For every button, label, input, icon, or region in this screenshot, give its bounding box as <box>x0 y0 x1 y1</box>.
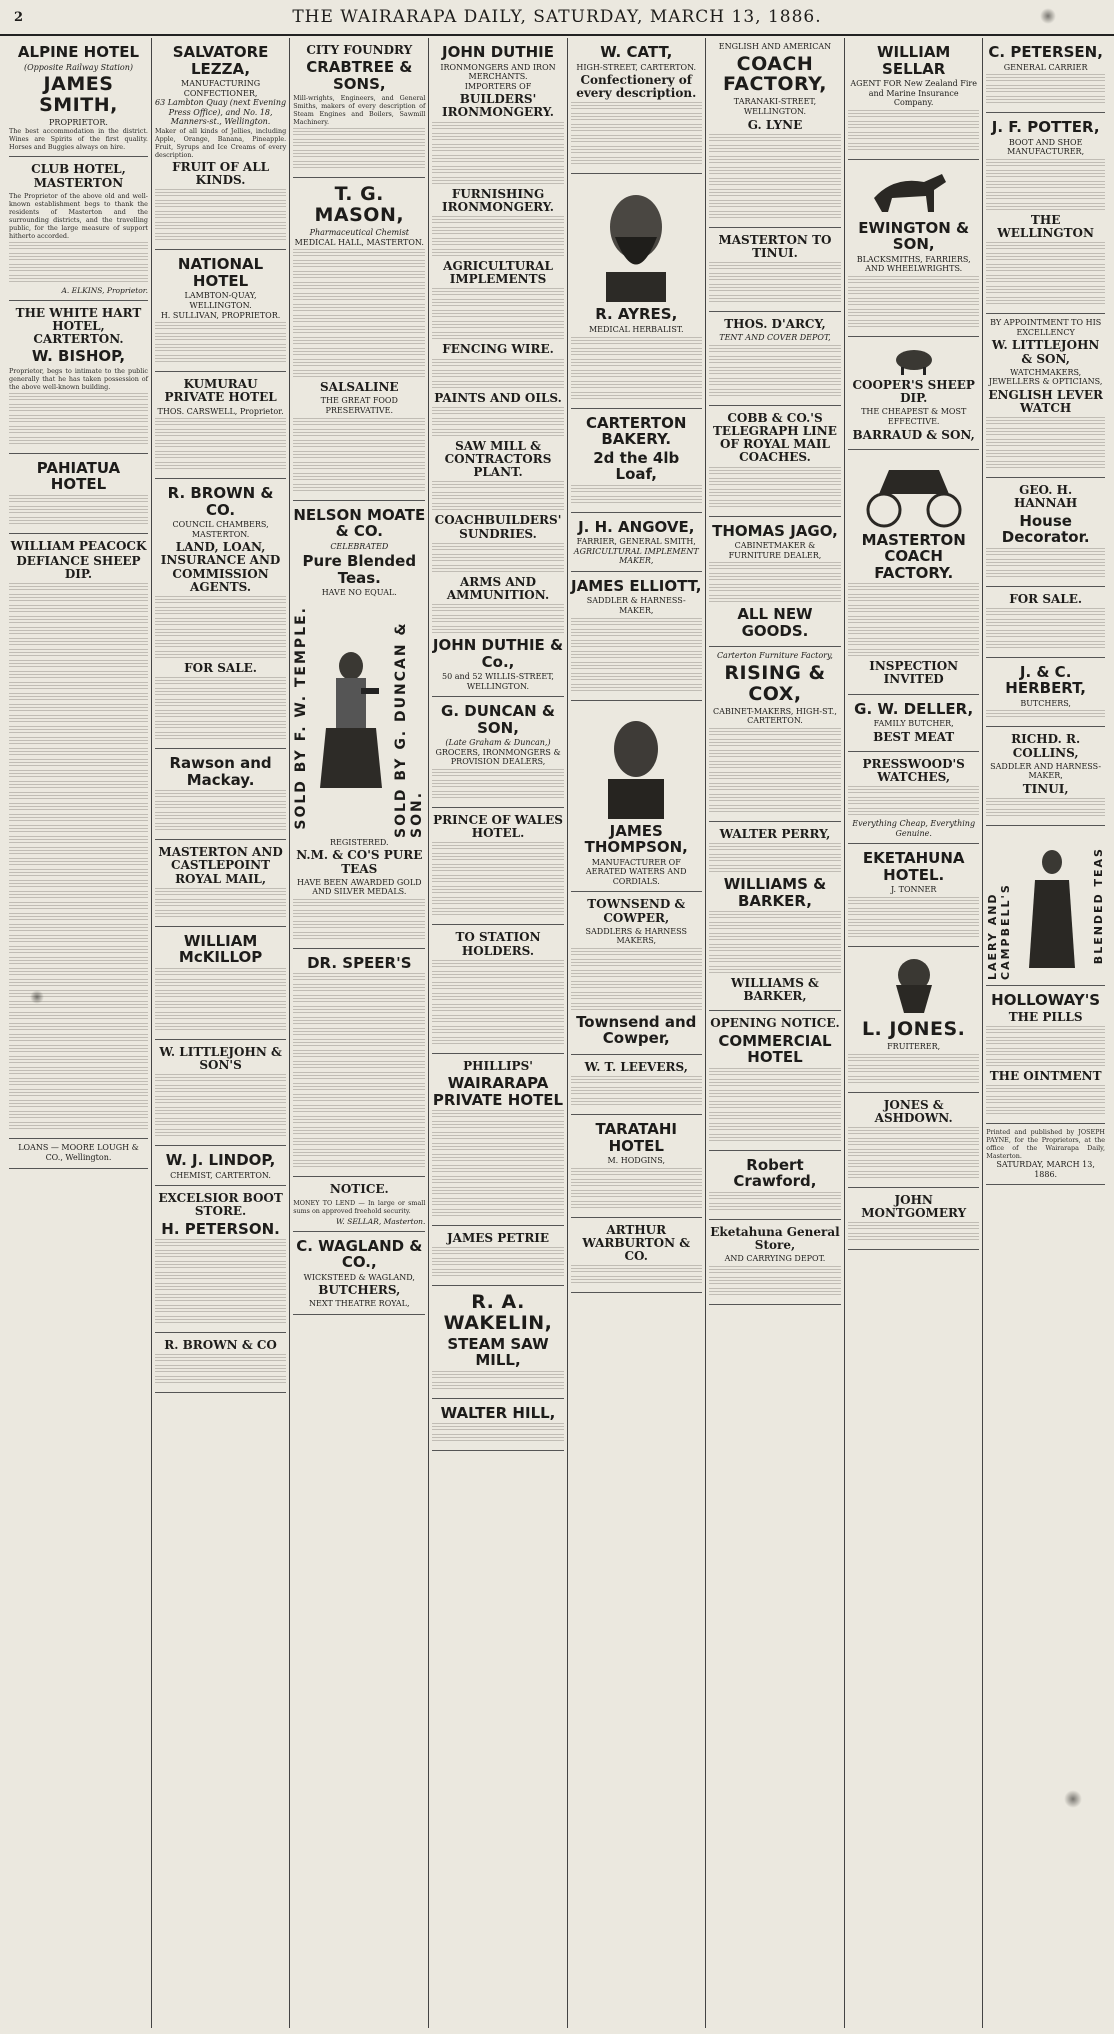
ad-address: TARANAKI-STREET, WELLINGTON. <box>733 97 817 116</box>
ad-heading: EWINGTON & SON, <box>858 218 970 254</box>
ad-potter <box>986 113 1105 314</box>
ad-subheading: ENGLISH AND AMERICAN <box>718 42 832 51</box>
ad-heading: R. AYRES, <box>595 305 678 324</box>
column-5 <box>568 38 706 2028</box>
ad-subheading: FOR SALE. <box>184 661 257 676</box>
ad-ashdown <box>848 1093 979 1188</box>
ad-subheading: DEFIANCE SHEEP DIP. <box>16 554 141 582</box>
ad-heading: COBB & CO.'S TELEGRAPH LINE OF ROYAL MAIL COACHES. <box>713 410 837 465</box>
column-3 <box>290 38 429 2028</box>
ad-heading: R. A. WAKELIN, <box>443 1291 553 1335</box>
ad-ewington <box>848 160 979 337</box>
ad-brown <box>155 479 286 749</box>
ad-foundry <box>293 38 425 178</box>
ad-pahiatua <box>9 454 148 534</box>
ad-heading: CLUB HOTEL, MASTERTON <box>31 162 126 190</box>
ad-subheading: BOOT AND SHOE MANUFACTURER, <box>1007 137 1085 157</box>
ad-address: 63 Lambton Quay (next Evening Press Office), and No. 18, Manners-st., Wellington. <box>155 98 287 127</box>
ad-subheading: Everything Cheap, Everything Genuine. <box>852 819 976 838</box>
ad-heading: JOHN MONTGOMERY <box>861 1192 967 1221</box>
ad-heading: W. LITTLEJOHN & SON'S <box>159 1044 282 1072</box>
ink-smudge <box>1064 1790 1082 1808</box>
ad-collins <box>986 727 1105 826</box>
ad-heading: C. WAGLAND & CO., <box>296 1236 423 1272</box>
ad-section: FENCING WIRE. <box>442 342 554 357</box>
ad-body: The Proprietor of the above old and well-known establishment begs to thank the residents of Masterton and the surrounding districts, and the travelling public, for the large measure of support hitherto accorded. <box>9 191 148 240</box>
imprint-date: SATURDAY, MARCH 13, 1886. <box>996 1160 1095 1179</box>
ad-heading: C. PETERSEN, <box>988 43 1103 61</box>
ad-proprietor-name: G. LYNE <box>747 117 803 132</box>
ad-heading: MASTERTON COACH FACTORY. <box>861 530 966 582</box>
ad-subheading: BEST MEAT <box>873 729 955 744</box>
ad-signature: A. ELKINS, Proprietor. <box>61 285 148 295</box>
ad-subheading: THE WELLINGTON <box>997 212 1094 240</box>
ad-heading: TOWNSEND & COWPER, <box>587 897 686 925</box>
ad-heading: EXCELSIOR BOOT STORE. <box>158 1191 283 1219</box>
ad-subheading: CABINETMAKER & FURNITURE DEALER, <box>728 541 822 560</box>
ad-angove <box>571 513 702 572</box>
ad-subheading: GROCERS, IRONMONGERS & PROVISION DEALERS, <box>435 747 561 767</box>
ad-address: 50 and 52 WILLIS-STREET, WELLINGTON. <box>442 672 554 691</box>
ad-subheading: INSPECTION INVITED <box>869 659 959 687</box>
ad-eketahuna-hotel <box>848 844 979 947</box>
ad-body: Mill-wrights, Engineers, and General Smiths, makers of every description of Steam Engines and Boilers, Sawmill Machinery. <box>293 94 426 127</box>
ad-subheading: SADDLER AND HARNESS-MAKER, <box>990 761 1102 781</box>
ad-subheading: FAMILY BUTCHER, <box>873 719 954 729</box>
ad-heading: WALTER PERRY, <box>719 826 831 841</box>
ad-subheading: CELEBRATED <box>330 541 389 551</box>
ad-for-sale <box>986 587 1105 658</box>
ad-lezza <box>155 38 286 250</box>
ad-holloway <box>986 986 1105 1124</box>
ad-subheading: TINUI, <box>1022 782 1069 796</box>
ad-hannah <box>986 478 1105 586</box>
ad-heading: CITY FOUNDRY <box>306 43 413 57</box>
ad-heading: J. H. ANGOVE, <box>578 517 695 536</box>
ad-nelson-moate <box>293 501 425 949</box>
ad-heading: JAMES PETRIE <box>446 1231 550 1245</box>
ad-heading: COOPER'S SHEEP DIP. <box>852 377 975 406</box>
ad-eketahuna-store <box>709 1220 841 1305</box>
ad-heading: KUMURAU PRIVATE HOTEL <box>164 377 277 405</box>
ad-side-text: LAERY AND CAMPBELL'S <box>986 883 1013 981</box>
ad-mason <box>293 178 425 500</box>
ad-subheading: WICKSTEED & WAGLAND, <box>303 1272 415 1282</box>
ad-warburton <box>571 1218 702 1294</box>
ad-subheading: WILLIAMS & BARKER, <box>723 875 827 910</box>
ad-royal-mail <box>155 840 286 927</box>
ad-lindop <box>155 1146 286 1186</box>
ad-section: AGRICULTURAL IMPLEMENTS <box>443 259 553 287</box>
ad-coach-factory <box>709 38 841 228</box>
ad-proprietor: M. HODGINS, <box>607 1156 665 1166</box>
ad-heading: JOHN DUTHIE <box>442 43 554 61</box>
ad-duthie <box>432 38 563 697</box>
ad-rising-cox <box>709 647 841 822</box>
ad-body: MONEY TO LEND — In large or small sums on approved freehold security. <box>293 1198 426 1215</box>
ad-subheading: FRUITERER, <box>887 1041 941 1051</box>
ad-subheading: Pure Blended Teas. <box>302 552 417 587</box>
ad-proprietor: H. SULLIVAN, PROPRIETOR. <box>160 310 281 320</box>
ad-address: CABINET-MAKERS, HIGH-ST., CARTERTON. <box>713 706 837 726</box>
ad-proprietor-name: JAMES SMITH, <box>39 73 118 116</box>
ad-subheading: SADDLER & HARNESS-MAKER, <box>586 596 686 615</box>
ink-smudge <box>30 990 44 1004</box>
ad-heading: G. DUNCAN & SON, <box>441 702 555 737</box>
ad-subheading: (Opposite Railway Station) <box>23 62 133 72</box>
ad-loans <box>9 1139 148 1168</box>
ad-heading: RISING & COX, <box>724 661 826 705</box>
ad-rawson <box>155 749 286 840</box>
ad-jones <box>848 947 979 1092</box>
ad-address: MEDICAL HALL, MASTERTON. <box>294 237 424 247</box>
ad-subheading: THE CHEAPEST & MOST EFFECTIVE. <box>861 407 967 426</box>
ad-subheading: COMMERCIAL HOTEL <box>718 1031 832 1067</box>
ad-heading: EKETAHUNA HOTEL. <box>862 849 965 884</box>
ad-national-hotel <box>155 250 286 372</box>
ad-subheading: SADDLERS & HARNESS MAKERS, <box>585 926 687 946</box>
ad-subheading: BUTCHERS, <box>1020 698 1071 708</box>
ad-heading: Robert Crawford, <box>733 1155 817 1191</box>
ad-thompson <box>571 701 702 893</box>
ad-heading: NATIONAL HOTEL <box>177 255 264 290</box>
ad-heading: NOTICE. <box>329 1182 389 1197</box>
ad-excelsior <box>155 1186 286 1333</box>
ad-subheading: BY APPOINTMENT TO HIS EXCELLENCY <box>990 318 1102 337</box>
ad-commercial <box>709 1011 841 1150</box>
ad-peacock <box>9 534 148 1140</box>
ad-subheading: AGRICULTURAL IMPLEMENT MAKER, <box>573 546 699 566</box>
ad-heading: COACH FACTORY, <box>722 52 827 96</box>
ad-heading: ALPINE HOTEL <box>17 43 140 61</box>
ad-subheading: MEDICAL HERBALIST. <box>588 324 684 334</box>
ad-heading: G. W. DELLER, <box>854 699 974 718</box>
ad-heading: ARTHUR WARBURTON & CO. <box>582 1222 691 1264</box>
ad-alpine-hotel <box>9 38 148 157</box>
ad-subheading: IMPORTERS OF <box>464 81 532 91</box>
ad-kumurau <box>155 372 286 479</box>
ad-section: ARMS AND AMMUNITION. <box>446 574 550 602</box>
ad-herbert <box>986 658 1105 728</box>
ad-heading: PAHIATUA HOTEL <box>36 458 121 494</box>
imprint-text: Printed and published by JOSEPH PAYNE, for the Proprietors, at the office of the Wairarapa Daily, Masterton. <box>986 1128 1105 1161</box>
ad-heading: R. BROWN & CO. <box>167 484 274 519</box>
ad-littlejohn-watch <box>986 314 1105 478</box>
ad-heading: JOHN DUTHIE & Co., <box>432 636 564 671</box>
ad-townsend <box>571 892 702 1055</box>
ad-heading: W. J. LINDOP, <box>165 1151 276 1170</box>
ad-body: Proprietor, begs to intimate to the public generally that he has taken possession of the above well-known building. <box>9 366 148 391</box>
ad-section: BUILDERS' IRONMONGERY. <box>442 92 554 120</box>
ad-tinui <box>709 228 841 312</box>
ad-presswood <box>848 752 979 845</box>
columns <box>6 38 1108 2028</box>
ad-side-text-2: BLENDED TEAS <box>1091 846 1105 964</box>
column-8 <box>983 38 1108 2028</box>
ad-subheading: ALL NEW GOODS. <box>737 605 813 640</box>
ad-signature: W. SELLAR, Masterton. <box>336 1216 426 1226</box>
ad-subheading: WILLIAMS & BARKER, <box>731 976 819 1004</box>
ad-perry <box>709 822 841 1012</box>
ad-side-text-2: SOLD BY G. DUNCAN & SON. <box>393 621 426 838</box>
ad-subheading: BUTCHERS, <box>318 1283 401 1298</box>
ad-subheading: COUNCIL CHAMBERS, MASTERTON. <box>172 520 269 539</box>
ad-heading: Eketahuna General Store, <box>710 1224 840 1252</box>
ad-subheading: HAVE BEEN AWARDED GOLD AND SILVER MEDALS. <box>296 877 422 897</box>
carriage-illustration-icon <box>859 458 969 528</box>
ad-heading: NELSON MOATE & CO. <box>293 505 426 541</box>
ad-proprietor-name: W. BISHOP, <box>31 347 126 366</box>
ad-white-hart <box>9 301 148 454</box>
ad-leevers <box>571 1055 702 1115</box>
ad-heading: Rawson and Mackay. <box>169 754 272 789</box>
ad-duncan <box>432 697 563 808</box>
ad-subheading: AGENT FOR New Zealand Fire and Marine Insurance Company. <box>850 79 977 108</box>
ad-heading: TO STATION HOLDERS. <box>455 930 541 958</box>
ad-heading: THOMAS JAGO, <box>712 521 838 540</box>
ad-side-text: SOLD BY F. W. TEMPLE. <box>293 605 310 830</box>
ad-proprietor: J. TONNER <box>890 885 937 895</box>
ad-heading: PRINCE OF WALES HOTEL. <box>433 813 563 841</box>
ad-subheading: Pharmaceutical Chemist <box>309 227 410 237</box>
ad-footer: LOANS — MOORE LOUGH & CO., Wellington. <box>18 1143 139 1163</box>
sheep-icon <box>889 345 939 375</box>
ad-notice <box>293 1177 425 1231</box>
ad-heading: W. T. LEEVERS, <box>584 1059 688 1074</box>
ad-subheading: AND CARRYING DEPOT. <box>724 1254 826 1264</box>
ad-station-holders <box>432 925 563 1053</box>
ad-heading: HOLLOWAY'S <box>991 991 1101 1010</box>
ad-darcy <box>709 312 841 406</box>
ad-catt <box>571 38 702 174</box>
ad-proprietor: THOS. CARSWELL, Proprietor. <box>157 406 284 416</box>
horse-illustration-icon <box>864 168 964 216</box>
ad-deller <box>848 695 979 752</box>
ad-taratahi <box>571 1115 702 1218</box>
ad-proprietor-name: H. PETERSON. <box>161 1219 280 1238</box>
fruit-vase-illustration-icon <box>874 955 954 1015</box>
ad-section: FURNISHING IRONMONGERY. <box>442 186 554 214</box>
ad-petersen <box>986 38 1105 113</box>
ad-subheading: 2d the 4lb Loaf, <box>593 448 680 484</box>
ad-subheading: FARRIER, GENERAL SMITH, <box>576 537 696 547</box>
ad-heading: WALTER HILL, <box>440 1403 556 1422</box>
ad-address: LAMBTON-QUAY, WELLINGTON. <box>184 291 257 310</box>
ad-wakelin <box>432 1286 563 1399</box>
ad-heading: RICHD. R. COLLINS, <box>1011 732 1081 760</box>
ad-heading: MASTERTON AND CASTLEPOINT ROYAL MAIL, <box>158 845 283 886</box>
ad-heading: GEO. H. HANNAH <box>1014 483 1078 511</box>
ad-sellar <box>848 38 979 160</box>
ad-littlejohn <box>155 1040 286 1146</box>
ad-subheading: BLACKSMITHS, FARRIERS, AND WHEELWRIGHTS. <box>856 254 971 274</box>
ad-heading: PHILLIPS' <box>463 1058 533 1073</box>
ad-subheading: House Decorator. <box>1001 511 1090 547</box>
ad-section: SAW MILL & CONTRACTORS PLANT. <box>444 438 552 480</box>
ad-body: The best accommodation in the district. Wines are Spirits of the first quality. Horses and Buggies always on hire. <box>9 127 148 152</box>
ad-subheading: THE GREAT FOOD PRESERVATIVE. <box>320 396 398 415</box>
ad-heading: FOR SALE. <box>1009 591 1083 606</box>
tea-figure-illustration-icon <box>1027 840 1077 970</box>
ad-body: Maker of all kinds of Jellies, including Apple, Orange, Banana, Pineapple. Fruit, Syrups and Ice Creams of every description. <box>154 126 287 159</box>
ad-heading: THE WHITE HART HOTEL, CARTERTON. <box>15 305 142 347</box>
ad-heading: WILLIAM PEACOCK <box>10 538 147 553</box>
ad-subheading: MANUFACTURING CONFECTIONER, <box>181 79 261 98</box>
ad-subheading: STEAM SAW MILL, <box>447 1334 549 1370</box>
ad-crawford <box>709 1151 841 1220</box>
column-4 <box>429 38 567 2028</box>
ad-subheading: HAVE NO EQUAL. <box>321 588 397 598</box>
ad-heading: WILLIAM SELLAR <box>877 43 951 78</box>
ad-heading: MASTERTON TO TINUI. <box>718 232 832 260</box>
ad-heading: R. BROWN & CO <box>164 1338 277 1353</box>
ad-ayres <box>571 174 702 408</box>
ad-cooper <box>848 337 979 450</box>
ad-heading: OPENING NOTICE. <box>710 1016 840 1031</box>
ad-address: NEXT THEATRE ROYAL, <box>309 1299 410 1309</box>
ad-heading: TARATAHI HOTEL <box>595 1120 677 1155</box>
ad-subheading: THE PILLS <box>1008 1009 1083 1024</box>
column-7 <box>845 38 983 2028</box>
ad-heading: DR. SPEER'S <box>307 953 412 972</box>
ad-proprietor-name: BARRAUD & SON, <box>852 427 975 442</box>
ad-laery-teas <box>986 826 1105 986</box>
ad-section: PAINTS AND OILS. <box>434 390 562 405</box>
ad-prince-of-wales <box>432 808 563 925</box>
ad-subheading: ENGLISH LEVER WATCH <box>988 387 1103 416</box>
ad-subheading: N.M. & CO'S PURE TEAS <box>296 848 423 876</box>
ad-montgomery <box>848 1188 979 1250</box>
column-1 <box>6 38 152 2028</box>
ad-heading: CARTERTON BAKERY. <box>586 413 687 449</box>
ad-subheading: WATCHMAKERS, JEWELLERS & OPTICIANS, <box>988 367 1103 387</box>
ad-heading: WILLIAM McKILLOP <box>178 931 263 967</box>
thompson-portrait-icon <box>596 709 676 819</box>
ink-smudge <box>1040 8 1056 24</box>
ad-subheading: THE OINTMENT <box>989 1068 1102 1083</box>
ad-subheading: (Late Graham & Duncan,) <box>445 738 551 748</box>
ad-mckillop <box>155 927 286 1040</box>
ad-masterton-coach <box>848 450 979 695</box>
ad-club-hotel <box>9 157 148 300</box>
ad-subheading: Townsend and Cowper, <box>576 1012 697 1048</box>
ad-cobb <box>709 406 841 517</box>
column-6 <box>706 38 845 2028</box>
ad-address: HIGH-STREET, CARTERTON. <box>576 62 697 72</box>
ad-heading: JAMES ELLIOTT, <box>571 576 702 595</box>
ad-heading: T. G. MASON, <box>314 183 405 227</box>
herbalist-portrait-icon <box>591 182 681 302</box>
ad-subheading: LAND, LOAN, INSURANCE AND COMMISSION AGENTS. <box>160 540 281 594</box>
ad-subheading: Confectionery of every description. <box>576 73 697 101</box>
ad-heading: L. JONES. <box>861 1018 966 1041</box>
ad-heading: J. F. POTTER, <box>991 118 1100 137</box>
tea-lady-illustration-icon <box>316 638 386 798</box>
ad-proprietor-name: CRABTREE & SONS, <box>306 58 413 93</box>
ad-heading: JONES & ASHDOWN. <box>874 1097 953 1125</box>
ad-proprietor-label: PROPRIETOR. <box>49 117 108 127</box>
ad-bakery <box>571 409 702 513</box>
ad-brown-2 <box>155 1333 286 1393</box>
ad-caption: REGISTERED. <box>329 837 389 847</box>
ad-phillips <box>432 1054 563 1226</box>
ad-subheading: GENERAL CARRIER <box>1003 62 1088 72</box>
ad-speer <box>293 949 425 1178</box>
ad-subheading: FRUIT OF ALL KINDS. <box>172 159 270 188</box>
page-number: 2 <box>14 10 24 25</box>
masthead <box>0 0 1114 36</box>
ad-heading: W. LITTLEJOHN & SON, <box>991 338 1100 366</box>
ad-subheading: MANUFACTURER OF AERATED WATERS AND CORDIALS. <box>585 857 687 886</box>
ad-heading: W. CATT, <box>600 43 673 61</box>
ad-section: COACHBUILDERS' SUNDRIES. <box>434 513 562 541</box>
ad-heading: J. & C. HERBERT, <box>1005 662 1086 698</box>
ad-walter-hill <box>432 1399 563 1452</box>
ad-subheading: CHEMIST, CARTERTON. <box>170 1170 271 1180</box>
ad-subheading: SALSALINE <box>320 380 399 395</box>
ad-heading: THOS. D'ARCY, <box>724 317 826 332</box>
newspaper-title: THE WAIRARAPA DAILY, SATURDAY, MARCH 13, 1886. <box>292 7 822 27</box>
ad-elliott <box>571 572 702 701</box>
ad-subheading: WAIRARAPA PRIVATE HOTEL <box>432 1074 564 1109</box>
ad-subheading: TENT AND COVER DEPOT, <box>719 333 831 343</box>
ad-petrie <box>432 1226 563 1286</box>
ad-jago <box>709 517 841 648</box>
column-2 <box>152 38 290 2028</box>
ad-subheading: Carterton Furniture Factory, <box>716 651 833 661</box>
ad-wagland <box>293 1232 425 1315</box>
ad-heading: JAMES THOMPSON, <box>584 821 688 857</box>
ad-subheading: IRONMONGERS AND IRON MERCHANTS. <box>440 62 556 82</box>
ad-heading: PRESSWOOD'S WATCHES, <box>862 756 965 785</box>
ad-heading: SALVATORE LEZZA, <box>172 43 269 78</box>
imprint <box>986 1124 1105 1185</box>
